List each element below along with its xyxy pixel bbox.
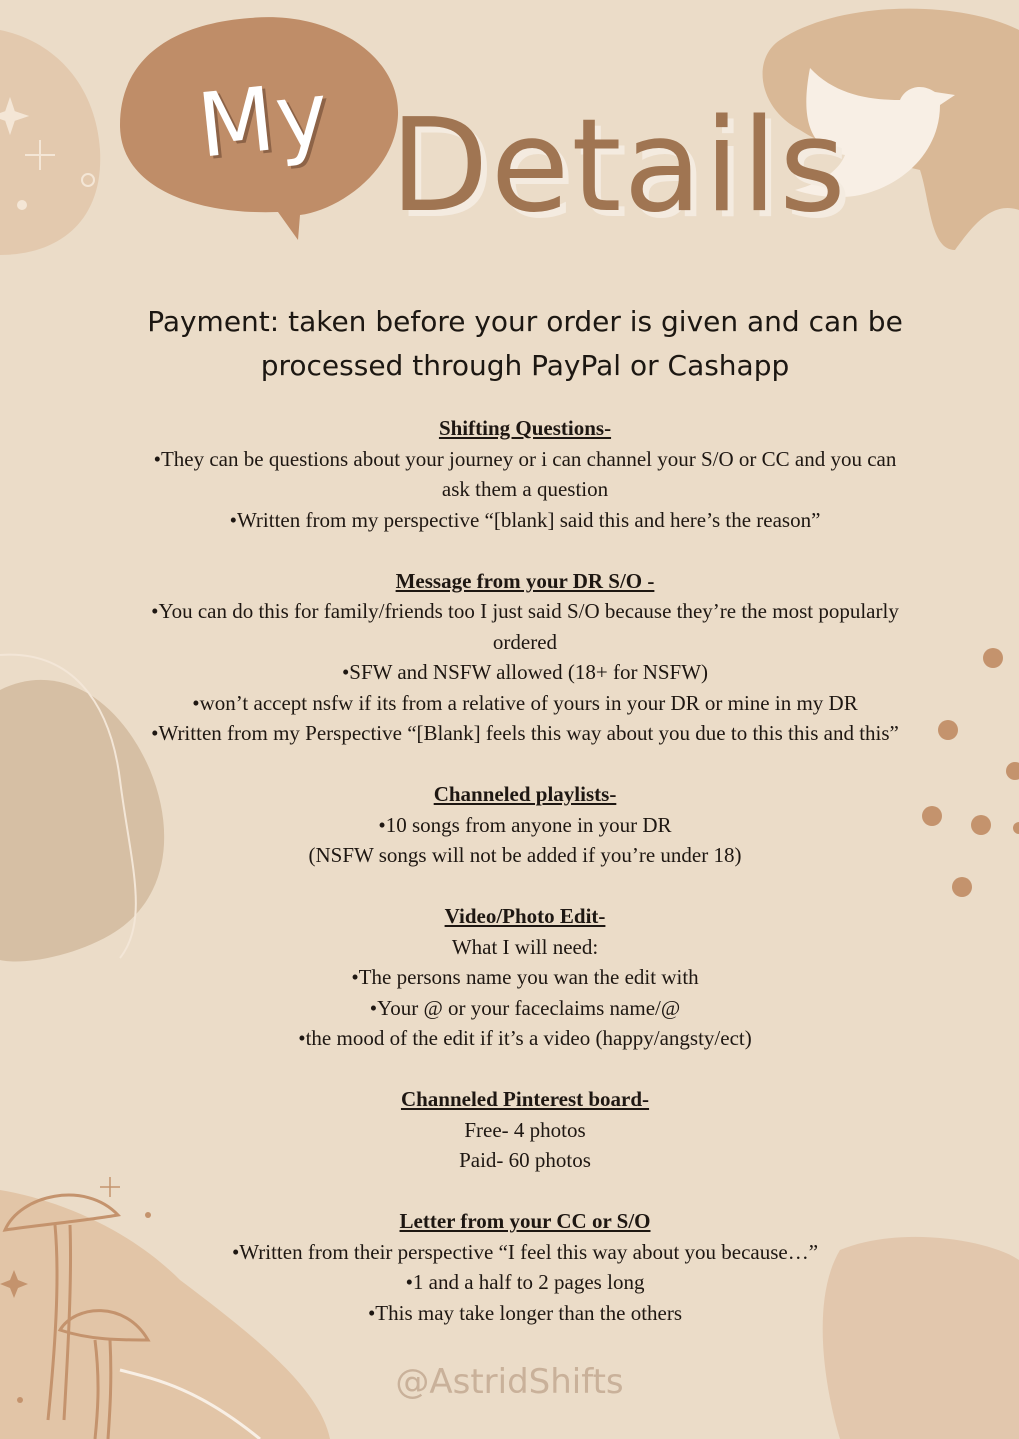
- section-line: •Written from my perspective “[blank] said this and here’s the reason”: [229, 507, 821, 532]
- section-heading: Letter from your CC or S/O: [399, 1209, 651, 1233]
- section-letter: [110, 1206, 940, 1328]
- section-line: ask them a question: [441, 477, 609, 501]
- section-line: Paid- 60 photos: [459, 1148, 591, 1172]
- section-heading: Message from your DR S/O -: [395, 568, 655, 593]
- top-left-blob: [0, 30, 100, 255]
- section-shifting-questions: [110, 413, 940, 535]
- section-line: •You can do this for family/friends too I just said S/O because they’re the most popularly: [151, 599, 899, 623]
- section-line: Free- 4 photos: [464, 1117, 586, 1142]
- section-line: •This may take longer than the others: [367, 1300, 683, 1325]
- section-line: •the mood of the edit if it’s a video (happy/angsty/ect): [298, 1026, 752, 1050]
- section-line: ordered: [492, 629, 558, 654]
- section-line: •Written from my Perspective “[Blank] feels this way about you due to this this and this”: [151, 721, 899, 745]
- section-pinterest-board: [110, 1084, 940, 1176]
- title-my: My: [192, 61, 336, 178]
- social-handle: @AstridShifts: [395, 1362, 624, 1402]
- section-line: •The persons name you wan the edit with: [351, 965, 699, 989]
- details-list: [110, 413, 940, 1359]
- section-heading: Shifting Questions-: [438, 416, 612, 440]
- section-line: •SFW and NSFW allowed (18+ for NSFW): [341, 660, 709, 684]
- section-line: •1 and a half to 2 pages long: [405, 1270, 645, 1294]
- section-heading: Video/Photo Edit-: [444, 904, 606, 928]
- section-line: •10 songs from anyone in your DR: [378, 812, 672, 837]
- section-line: •They can be questions about your journey or i can channel your S/O or CC and you can: [153, 446, 897, 471]
- payment-info: [100, 300, 950, 388]
- section-line: (NSFW songs will not be added if you’re under 18): [308, 843, 742, 867]
- section-channeled-playlists: [110, 779, 940, 871]
- section-line: What I will need:: [451, 934, 599, 959]
- section-video-photo-edit: [110, 901, 940, 1054]
- title-details: Details: [390, 92, 848, 241]
- payment-line: Payment: taken before your order is given and can be: [147, 305, 903, 338]
- section-line: •Your @ or your faceclaims name/@: [369, 995, 681, 1020]
- section-line: •won’t accept nsfw if its from a relative of yours in your DR or mine in my DR: [192, 690, 858, 715]
- section-message-from-so: [110, 566, 940, 749]
- section-heading: Channeled Pinterest board-: [400, 1087, 650, 1111]
- payment-line: processed through PayPal or Cashapp: [260, 349, 790, 382]
- section-line: •Written from their perspective “I feel this way about you because…”: [231, 1239, 819, 1264]
- section-heading: Channeled playlists-: [433, 782, 617, 806]
